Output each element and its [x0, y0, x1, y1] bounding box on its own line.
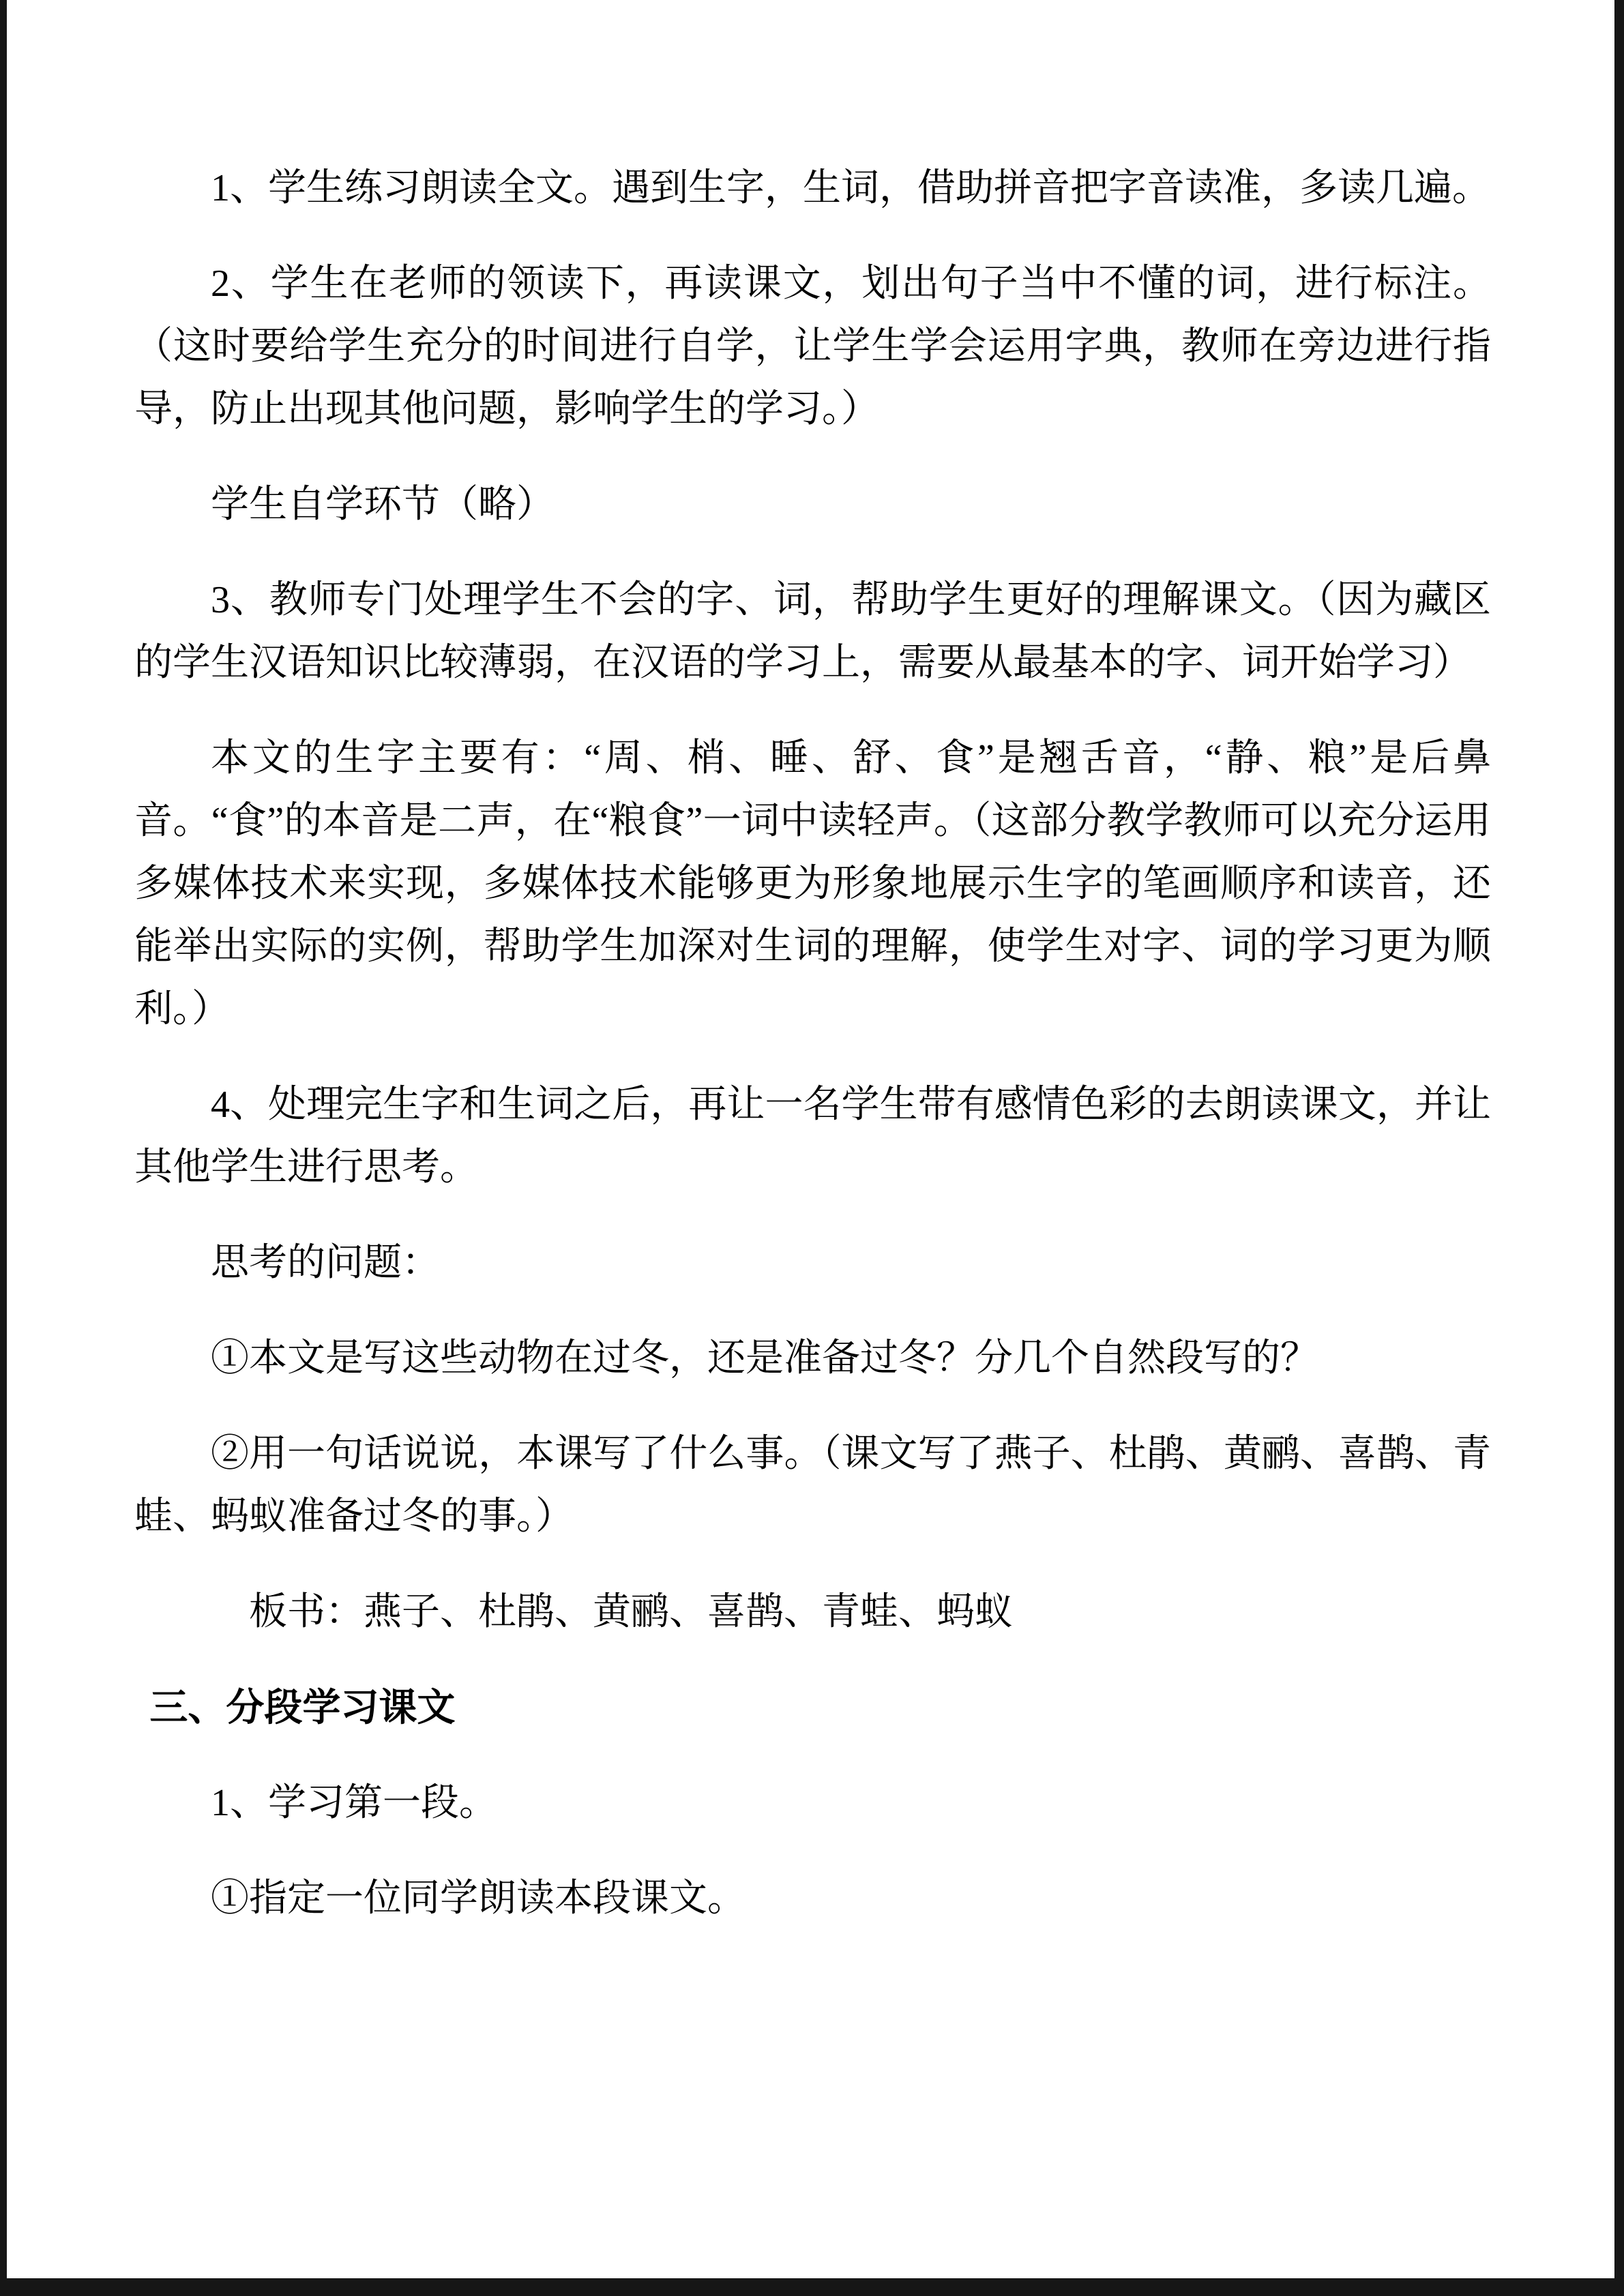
- paragraph: 学生自学环节（略）: [211, 483, 555, 526]
- board-writing-line: 板书：燕子、杜鹃、黄鹂、喜鹊、青蛙、蚂蚁: [249, 1591, 1013, 1633]
- section-heading: 三、分段学习课文: [149, 1686, 456, 1729]
- paragraph: 思考的问题：: [211, 1242, 440, 1284]
- paragraph: 2、学生在老师的领读下，再读课文，划出句子当中不懂的词，进行标注。（这时要给学生充分的时间进行自学，让学生学会运用字典，教师在旁边进行指导，防止出现其他问题，影响学生的学习。）: [134, 263, 1491, 430]
- paragraph: 1、学生练习朗读全文。遇到生字，生词，借助拼音把字音读准，多读几遍。: [211, 167, 1490, 209]
- paragraph: ①指定一位同学朗读本段课文。: [211, 1877, 745, 1920]
- paragraph: ②用一句话说说，本课写了什么事。（课文写了燕子、杜鹃、黄鹂、喜鹊、青蛙、蚂蚁准备过冬的事。）: [134, 1433, 1491, 1538]
- paragraph: 4、处理完生字和生词之后，再让一名学生带有感情色彩的去朗读课文，并让其他学生进行思考。: [134, 1084, 1491, 1189]
- document-page: [7, 0, 1614, 2278]
- paragraph: 本文的生字主要有：“周、梢、睡、舒、食”是翘舌音，“静、粮”是后鼻音。“食”的本音是二声，在“粮食”一词中读轻声。（这部分教学教师可以充分运用多媒体技术来实现，多媒体技术能够更为形象地展示生字的笔画顺序和读音，还能举出实际的实例，帮助学生加深对生词的理解，使学生对字、词的学习更为顺利。）: [134, 737, 1491, 1030]
- paragraph: 1、学习第一段。: [211, 1782, 497, 1824]
- paragraph: ①本文是写这些动物在过冬，还是准备过冬？分几个自然段写的？: [211, 1337, 1318, 1380]
- paragraph: 3、教师专门处理学生不会的字、词，帮助学生更好的理解课文。（因为藏区的学生汉语知识比较薄弱，在汉语的学习上，需要从最基本的字、词开始学习）: [134, 579, 1491, 684]
